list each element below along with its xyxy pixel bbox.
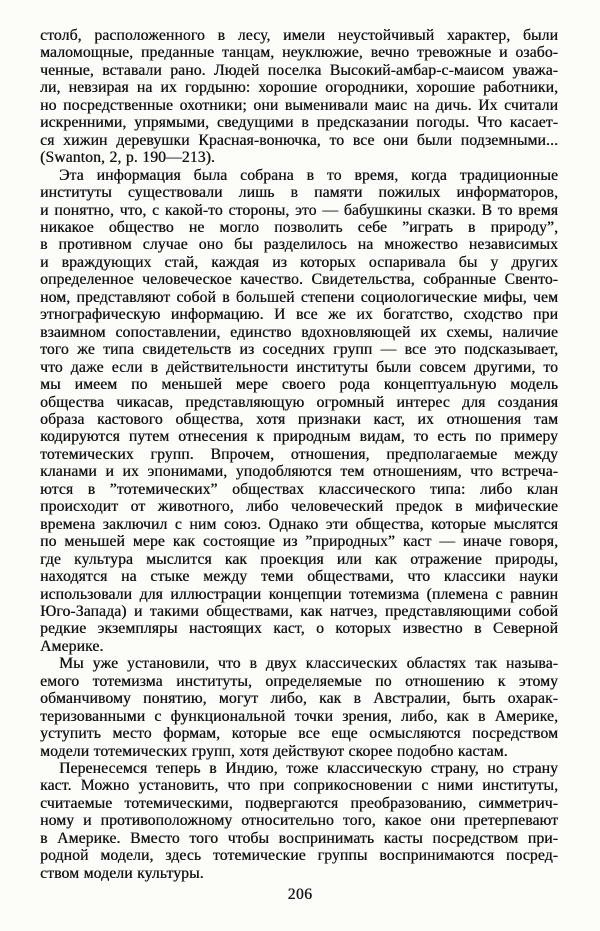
text-line: общества чикасав, представляющую огромный интерес для создания xyxy=(40,393,558,411)
paragraph-continuation xyxy=(40,27,558,167)
text-line: искренними, упрямыми, сведущими в предсказании погоды. Что касает- xyxy=(40,114,558,132)
text-line: того же типа свидетельств из соседних групп — все это подсказывает, xyxy=(40,341,558,359)
text-line: образа кастового общества, хотя признаки каст, их отношения там xyxy=(40,410,558,428)
text-line: кланами и их эпонимами, уподобляются тем отношениям, что встреча- xyxy=(40,463,558,481)
text-line: ному и противоположному относительно того, какое они претерпевают xyxy=(40,812,558,830)
page-text xyxy=(40,27,558,882)
text-line: никакое общество не могло позволить себе ”играть в природу”, xyxy=(40,218,558,236)
text-line: редкие экземпляры настоящих каст, о которых известно в Северной xyxy=(40,620,558,638)
text-line: этнографическую информацию. И все же их богатство, сходство при xyxy=(40,306,558,324)
text-line: Мы уже установили, что в двух классических областях так называ- xyxy=(59,655,558,673)
text-line: кодируются путем отнесения к природным видам, то есть по примеру xyxy=(40,428,558,446)
text-line: тотемических групп. Впрочем, отношения, предполагаемые между xyxy=(40,445,558,463)
text-line: Эта информация была собрана в то время, когда традиционные xyxy=(59,166,558,184)
text-line: считаемые тотемическими, подвергаются преобразованию, симметрич- xyxy=(40,794,558,812)
text-line: и понятно, что, с какой-то стороны, это — бабушкины сказки. В то время xyxy=(40,201,558,219)
text-line: мы имеем по меньшей мере своего рода концептуальную модель xyxy=(40,376,558,394)
text-line: находятся на стыке между теми обществами, что классики науки xyxy=(40,568,558,586)
text-line: родной модели, здесь тотемические группы воспринимаются посред- xyxy=(40,847,558,865)
text-line: каст. Можно установить, что при соприкосновении с ними институты, xyxy=(40,777,558,795)
text-line: что даже если в действительности институты были совсем другими, то xyxy=(40,358,558,376)
text-line: ли, невзирая на их гордыню: хорошие огородники, хорошие работники, xyxy=(40,79,558,97)
text-line: маломощные, преданные танцам, неуклюжие, вечно тревожные и озабо- xyxy=(40,44,558,62)
paragraph-4 xyxy=(40,760,558,882)
text-line: где культура мыслится как проекция или как отражение природы, xyxy=(40,550,558,568)
text-line: теризованными с функциональной точки зрения, либо, как в Америке, xyxy=(40,707,558,725)
text-line: определенное человеческое качество. Свидетельства, собранные Свенто- xyxy=(40,271,558,289)
text-line: Перенесемся теперь в Индию, тоже классическую страну, но страну xyxy=(59,760,558,778)
text-line: Юго-Запада) и такими обществами, как натчез, представляющими собой xyxy=(40,602,558,620)
text-line: ченные, вставали рано. Людей поселка Высокий-амбар-с-маисом уважа- xyxy=(40,61,558,79)
text-line: уступить место формам, которые все еще осмысляются посредством xyxy=(40,725,558,743)
text-line: в противном случае оно бы разделилось на множество независимых xyxy=(40,236,558,254)
text-line: модели тотемических групп, хотя действуют скорее подобно кастам. xyxy=(40,742,508,760)
text-line: обманчивому понятию, могут либо, как в Австралии, быть охарак- xyxy=(40,690,558,708)
text-line: и враждующих стай, каждая из которых оспаривала бы у других xyxy=(40,253,558,271)
text-line: времена заключил с ним союз. Однако эти общества, которые мыслятся xyxy=(40,515,558,533)
paragraph-2 xyxy=(40,167,558,656)
text-line: ном, представляют собой в большей степени социологические мифы, чем xyxy=(40,288,558,306)
text-line: столб, расположенного в лесу, имели неустойчивый характер, были xyxy=(40,27,558,44)
text-line: происходит от животного, либо человеческий предок в мифические xyxy=(40,498,558,516)
text-line: ются в ”тотемических” обществах классического типа: либо клан xyxy=(40,480,558,498)
text-line: использовали для иллюстрации концепции тотемизма (племена с равнин xyxy=(40,585,558,603)
text-line: но посредственные охотники; они выменивали маис на дичь. Их считали xyxy=(40,96,558,114)
text-line: взаимном сопоставлении, единство вдохновляющей их схемы, наличие xyxy=(40,323,558,341)
text-line: в Америке. Вместо того чтобы воспринимать касты посредством при- xyxy=(40,829,558,847)
text-line: (Swanton, 2, p. 190—213). xyxy=(40,149,215,167)
text-line: по меньшей мере как состоящие из ”природных” каст — иначе говоря, xyxy=(40,533,558,551)
text-line: Америке. xyxy=(40,637,104,655)
text-line: институты существовали лишь в памяти пожилых информаторов, xyxy=(40,184,558,202)
text-line: ся хижин деревушки Красная-вонючка, то все они были подземными... xyxy=(40,131,558,149)
text-line: емого тотемизма институты, определяемые по отношению к этому xyxy=(40,672,558,690)
page-number: 206 xyxy=(287,886,313,903)
text-line: ством модели культуры. xyxy=(40,864,204,882)
paragraph-3 xyxy=(40,655,558,760)
